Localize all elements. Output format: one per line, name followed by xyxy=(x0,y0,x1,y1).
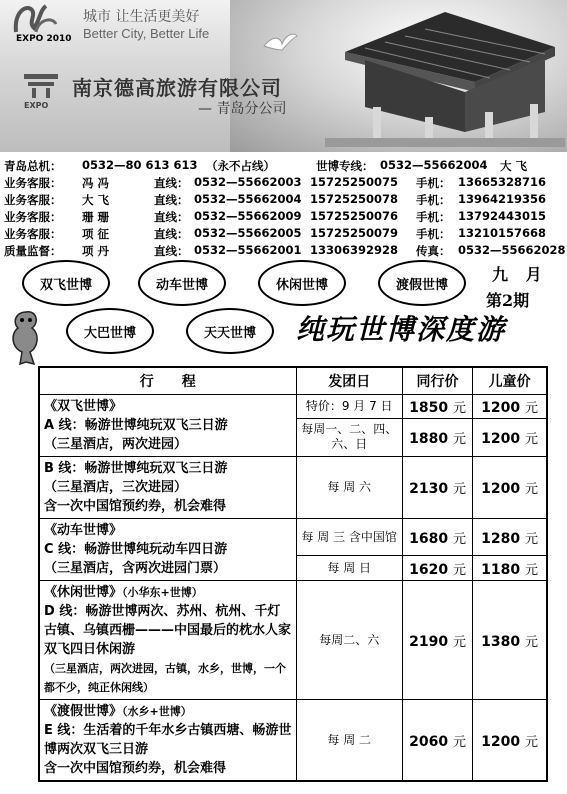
route-d-cell xyxy=(39,581,296,700)
route-a-cell xyxy=(39,395,296,457)
departure-date: 每周一、二、四、六、日 xyxy=(296,418,402,456)
route-extra: 含一次中国馆预约券，机会难得 xyxy=(44,499,227,514)
departure-date: 每 周 日 xyxy=(296,556,402,581)
route-b-cell xyxy=(39,457,296,519)
slogan-english: Better City, Better Life xyxy=(83,26,210,41)
contact-row xyxy=(4,209,564,226)
cell-phone: 13964219356 xyxy=(458,192,547,206)
mobile-phone: 15725250079 xyxy=(310,226,399,240)
direct-label: 直线： xyxy=(154,210,189,224)
route-line: B 线：畅游世博纯玩双飞三日游 xyxy=(44,461,228,476)
direct-phone: 0532—55662004 xyxy=(194,192,302,206)
contact-row xyxy=(4,192,564,209)
contact-name: 珊 珊 xyxy=(82,210,110,224)
hq-phone: 0532—80 613 613 xyxy=(82,158,198,172)
col-header-child-price: 儿童价 xyxy=(473,367,547,395)
child-price: 1200 元 xyxy=(473,418,547,456)
direct-label: 直线： xyxy=(154,176,189,190)
table-header-row xyxy=(39,367,547,395)
table-row xyxy=(39,581,547,700)
category-oval: 双飞世博 xyxy=(22,260,110,306)
contact-row xyxy=(4,226,564,243)
route-note: （三星酒店，两次进园，古镇，水乡，世博，一个都不少，纯正休闲线） xyxy=(44,662,286,694)
route-hotel: （三星酒店，三次进园） xyxy=(44,480,188,495)
child-price: 1280 元 xyxy=(473,519,547,556)
cell-label: 手机： xyxy=(416,210,451,224)
contact-name: 项 丹 xyxy=(82,244,110,258)
category-oval: 动车世博 xyxy=(138,260,226,306)
china-pavilion-image xyxy=(325,12,565,147)
cell-label: 手机： xyxy=(416,227,451,241)
child-price: 1200 元 xyxy=(473,700,547,782)
expo-emblem-icon xyxy=(18,70,64,110)
mobile-phone: 13306392928 xyxy=(310,243,399,257)
issue-number: 第2期 xyxy=(486,291,530,310)
category-oval: 天天世博 xyxy=(186,308,274,354)
headline: 纯玩世博深度游 xyxy=(296,313,507,346)
cell-phone: 13210157668 xyxy=(458,226,547,240)
trade-price: 1680 元 xyxy=(402,519,472,556)
departure-date: 每周二、六 xyxy=(296,581,402,700)
dove-icon xyxy=(262,32,298,54)
contact-role: 业务客服： xyxy=(4,176,62,190)
table-row xyxy=(39,457,547,519)
trade-price: 2060 元 xyxy=(402,700,472,782)
table-row xyxy=(39,519,547,556)
departure-date: 每 周 二 xyxy=(296,700,402,782)
contact-list xyxy=(4,158,564,260)
departure-date: 每 周 六 xyxy=(296,457,402,519)
hotline-label: 世博专线： xyxy=(316,159,374,173)
table-row xyxy=(39,395,547,419)
route-subtitle: （小华东+世博） xyxy=(122,586,203,599)
departure-date: 特价：9 月 7 日 xyxy=(296,395,402,419)
route-title: 《休闲世博》 xyxy=(44,585,123,600)
slogan-chinese: 城市 让生活更美好 xyxy=(83,9,200,25)
route-c-cell xyxy=(39,519,296,581)
route-line: C 线：畅游世博纯玩动车四日游 xyxy=(44,542,228,557)
branch-name: — 青岛分公司 xyxy=(198,101,287,117)
route-hotel: （三星酒店，两次进园） xyxy=(44,437,188,452)
cell-phone: 13665328716 xyxy=(458,175,547,189)
category-oval: 休闲世博 xyxy=(258,260,346,306)
child-price: 1180 元 xyxy=(473,556,547,581)
route-line: D 线：畅游世博两次、苏州、杭州、千灯古镇、乌镇西栅———中国最后的枕水人家双飞四日休闲游 xyxy=(44,604,292,657)
direct-phone: 0532—55662009 xyxy=(194,209,302,223)
mobile-phone: 15725250078 xyxy=(310,192,399,206)
hq-contact-row xyxy=(4,158,564,175)
issue-month: 九 月 xyxy=(492,265,548,284)
direct-phone: 0532—55662005 xyxy=(194,226,302,240)
trade-price: 2190 元 xyxy=(402,581,472,700)
route-title: 《渡假世博》 xyxy=(44,704,123,719)
hotline-name: 大 飞 xyxy=(500,159,528,173)
route-extra: 含一次中国馆预约券，机会难得 xyxy=(44,761,227,776)
trade-price: 1880 元 xyxy=(402,418,472,456)
cell-phone: 0532—55662028 xyxy=(458,243,566,257)
direct-phone: 0532—55662001 xyxy=(194,243,302,257)
mobile-phone: 15725250075 xyxy=(310,175,399,189)
trade-price: 1850 元 xyxy=(402,395,472,419)
contact-row xyxy=(4,175,564,192)
route-title: 《动车世博》 xyxy=(44,523,123,538)
cell-label: 传真： xyxy=(416,244,451,258)
departure-date: 每 周 三 含中国馆 xyxy=(296,519,402,556)
category-oval: 大巴世博 xyxy=(66,308,154,354)
hq-label: 青岛总机： xyxy=(4,159,62,173)
route-line: E 线：生活着的千年水乡古镇西塘、畅游世博两次双飞三日游 xyxy=(44,723,292,757)
cell-label: 手机： xyxy=(416,176,451,190)
cell-label: 手机： xyxy=(416,193,451,207)
contact-role: 业务客服： xyxy=(4,193,62,207)
contact-name: 冯 冯 xyxy=(82,176,110,190)
hq-note: （永不占线） xyxy=(206,159,275,173)
category-oval: 渡假世博 xyxy=(378,260,466,306)
cell-phone: 13792443015 xyxy=(458,209,547,223)
col-header-date: 发团日 xyxy=(296,367,402,395)
direct-phone: 0532—55662003 xyxy=(194,175,302,189)
expo-logo-text: EXPO 2010 xyxy=(16,34,72,44)
direct-label: 直线： xyxy=(154,244,189,258)
svg-text:EXPO: EXPO xyxy=(24,101,49,110)
expo-2010-logo xyxy=(6,2,76,56)
company-name: 南京德高旅游有限公司 xyxy=(72,76,282,100)
route-line: A 线：畅游世博纯玩双飞三日游 xyxy=(44,418,228,433)
direct-label: 直线： xyxy=(154,227,189,241)
route-title: 《双飞世博》 xyxy=(44,399,123,414)
route-hotel: （三星酒店，含两次进园门票） xyxy=(44,561,227,576)
header-banner xyxy=(0,0,567,152)
child-price: 1200 元 xyxy=(473,457,547,519)
trade-price: 2130 元 xyxy=(402,457,472,519)
col-header-route: 行 程 xyxy=(39,367,296,395)
hotline-phone: 0532—55662004 xyxy=(380,158,488,172)
child-price: 1380 元 xyxy=(473,581,547,700)
tour-price-table xyxy=(38,366,548,782)
contact-name: 大 飞 xyxy=(82,193,110,207)
route-subtitle: （水乡+世博） xyxy=(122,705,192,718)
col-header-trade-price: 同行价 xyxy=(402,367,472,395)
contact-role: 业务客服： xyxy=(4,210,62,224)
route-e-cell xyxy=(39,700,296,782)
direct-label: 直线： xyxy=(154,193,189,207)
table-row xyxy=(39,700,547,782)
contact-role: 质量监督： xyxy=(4,244,62,258)
mobile-phone: 15725250076 xyxy=(310,209,399,223)
contact-role: 业务客服： xyxy=(4,227,62,241)
trade-price: 1620 元 xyxy=(402,556,472,581)
contact-name: 项 征 xyxy=(82,227,110,241)
child-price: 1200 元 xyxy=(473,395,547,419)
haibao-mascot-image xyxy=(6,308,46,366)
